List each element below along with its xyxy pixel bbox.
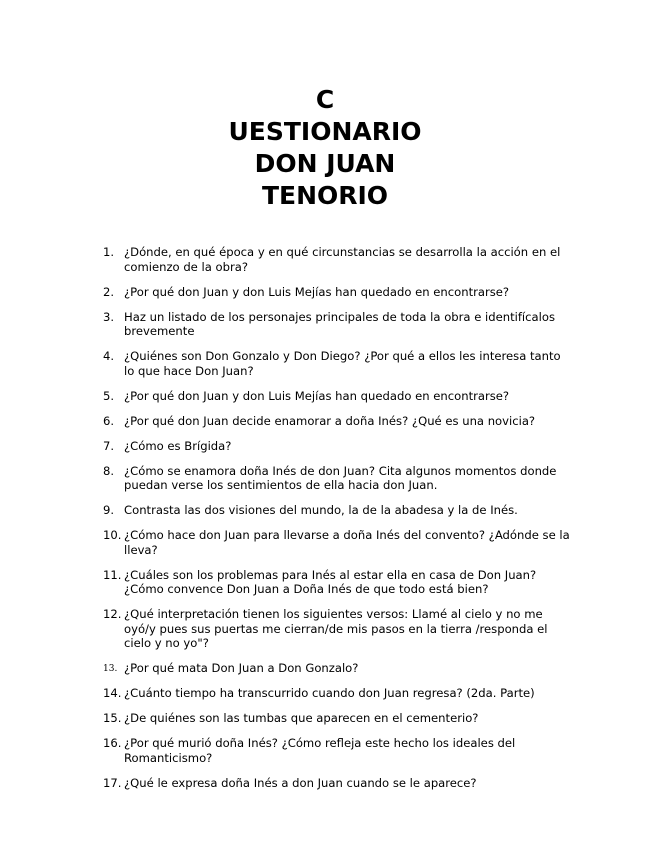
question-number: 16. — [103, 736, 122, 750]
question-item — [103, 528, 573, 557]
question-item — [103, 568, 573, 597]
question-text: ¿Dónde, en qué época y en qué circunstancias se desarrolla la acción en el comienzo de la obra? — [124, 245, 561, 274]
question-item — [103, 245, 573, 274]
question-number: 3. — [103, 309, 115, 324]
question-list — [103, 245, 573, 801]
question-text: ¿Por qué murió doña Inés? ¿Cómo refleja este hecho los ideales del Romanticismo? — [124, 736, 516, 765]
title-line-3: DON JUAN — [254, 149, 396, 178]
question-item — [103, 285, 573, 300]
question-number: 15. — [103, 711, 122, 725]
question-item — [103, 464, 573, 493]
question-item — [103, 776, 573, 791]
question-number: 13. — [103, 664, 118, 674]
question-text: ¿De quiénes son las tumbas que aparecen en el cementerio? — [124, 711, 479, 725]
question-text: ¿Por qué don Juan decide enamorar a doña Inés? ¿Qué es una novicia? — [124, 413, 536, 428]
question-text: ¿Quiénes son Don Gonzalo y Don Diego? ¿Por qué a ellos les interesa tanto lo que hace Don Juan? — [124, 349, 561, 378]
question-item — [103, 310, 573, 339]
question-text: ¿Cómo hace don Juan para llevarse a doña Inés del convento? ¿Adónde se la lleva? — [124, 528, 570, 557]
question-item — [103, 736, 573, 765]
title-line-1: C — [315, 85, 335, 114]
question-item — [103, 439, 573, 454]
question-number: 6. — [103, 413, 115, 428]
question-text: Haz un listado de los personajes principales de toda la obra e identifícalos brevemente — [124, 309, 555, 338]
question-text: ¿Por qué don Juan y don Luis Mejías han quedado en encontrarse? — [124, 388, 510, 403]
question-text: ¿Por qué mata Don Juan a Don Gonzalo? — [124, 661, 359, 675]
question-number: 17. — [103, 775, 122, 790]
question-item — [103, 711, 573, 726]
title-line-4: TENORIO — [261, 181, 389, 210]
question-item — [103, 503, 573, 518]
question-text: ¿Cómo se enamora doña Inés de don Juan? Cita algunos momentos donde puedan verse los sentimientos de ella hacia don Juan. — [124, 463, 557, 492]
question-text: ¿Cómo es Brígida? — [124, 438, 232, 453]
question-item — [103, 389, 573, 404]
question-item — [103, 686, 573, 701]
page-title — [0, 84, 650, 212]
question-number: 12. — [103, 607, 122, 621]
question-text: Contrasta las dos visiones del mundo, la de la abadesa y la de Inés. — [124, 503, 518, 517]
question-number: 11. — [103, 567, 122, 582]
title-line-2: UESTIONARIO — [228, 117, 422, 146]
question-number: 8. — [103, 463, 115, 478]
question-item — [103, 349, 573, 378]
question-number: 5. — [103, 388, 115, 403]
question-text: ¿Qué interpretación tienen los siguientes versos: Llamé al cielo y no me oyó/y pues sus puertas me cierran/de mis pasos en la tierra /responda el cielo y no yo"? — [124, 607, 548, 650]
question-text: ¿Por qué don Juan y don Luis Mejías han quedado en encontrarse? — [124, 284, 510, 299]
question-text: ¿Cuáles son los problemas para Inés al estar ella en casa de Don Juan? ¿Cómo convence Don Juan a Doña Inés de que todo está bien? — [124, 567, 537, 596]
question-number: 1. — [103, 245, 115, 259]
question-text: ¿Qué le expresa doña Inés a don Juan cuando se le aparece? — [124, 775, 477, 790]
question-number: 4. — [103, 349, 115, 363]
question-text: ¿Cuánto tiempo ha transcurrido cuando don Juan regresa? (2da. Parte) — [124, 686, 535, 700]
question-number: 2. — [103, 284, 115, 299]
question-number: 14. — [103, 686, 122, 700]
question-number: 10. — [103, 528, 122, 542]
question-number: 9. — [103, 503, 115, 517]
question-item — [103, 607, 573, 651]
question-number: 7. — [103, 438, 115, 453]
question-item — [103, 414, 573, 429]
question-item — [103, 661, 573, 676]
